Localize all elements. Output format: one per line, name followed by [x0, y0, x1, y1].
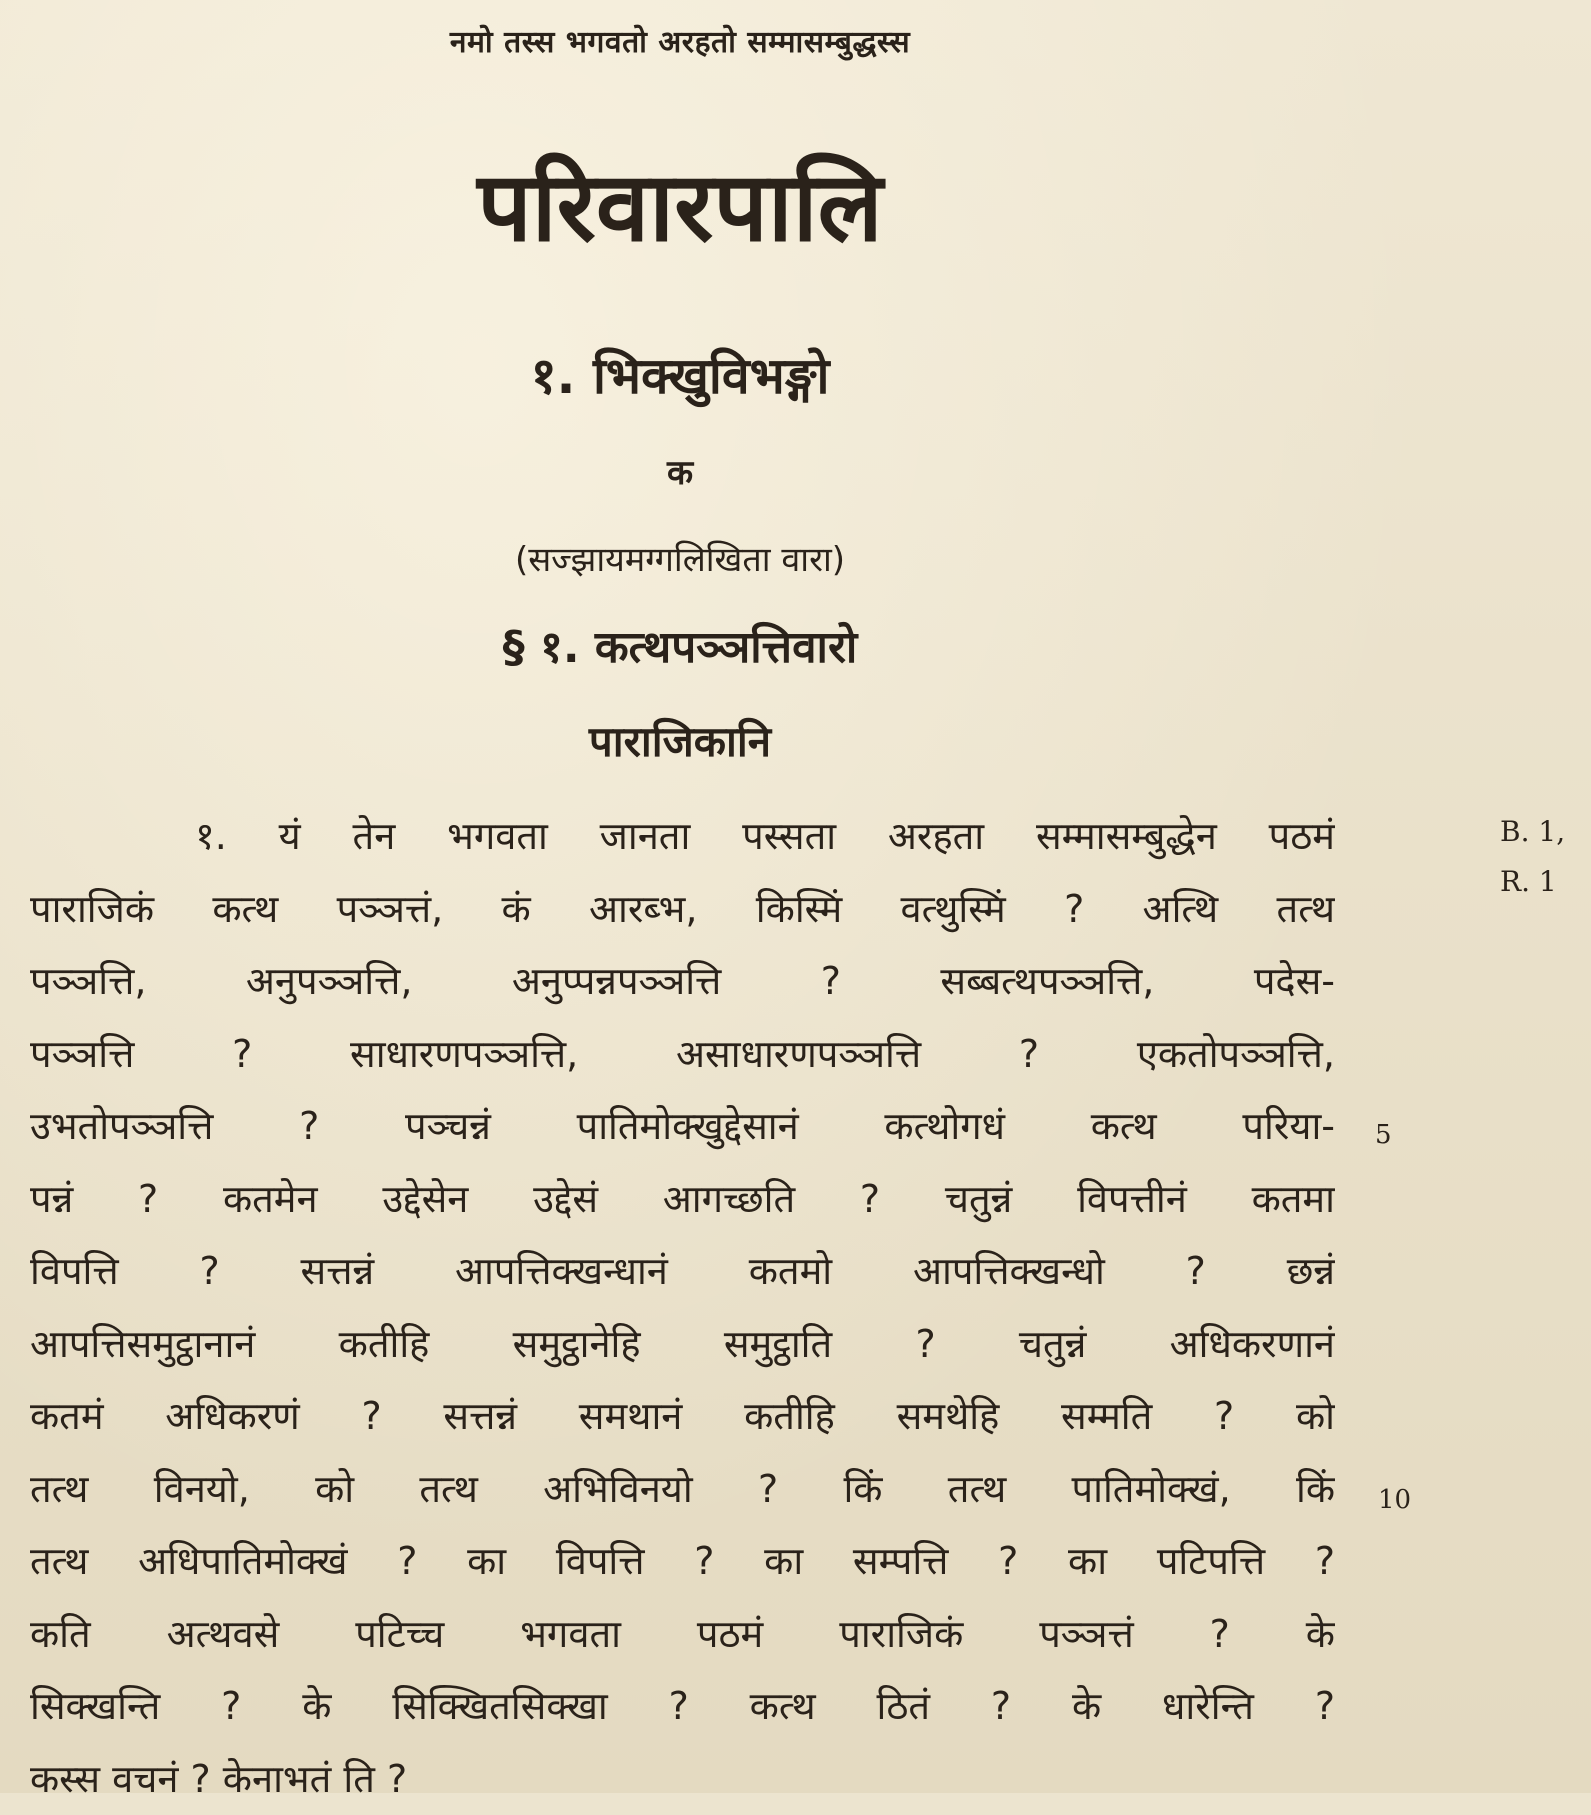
text-line: पञ्ञत्ति, अनुपञ्ञत्ति, अनुप्पन्नपञ्ञत्ति ? सब्बत्थपञ्ञत्ति, पदेस-	[30, 945, 1335, 1018]
text-line: विपत्ति ? सत्तन्नं आपत्तिक्खन्धानं कतमो आपत्तिक्खन्धो ? छन्नं	[30, 1235, 1335, 1308]
margin-reference-r: R. 1	[1500, 865, 1557, 898]
text-line: कति अत्थवसे पटिच्च भगवता पठमं पाराजिकं पञ्ञत्तं ? के	[30, 1598, 1335, 1671]
text-line: पन्नं ? कतमेन उद्देसेन उद्देसं आगच्छति ? चतुन्नं विपत्तीनं कतमा	[30, 1163, 1335, 1236]
paragraph-body	[30, 800, 1335, 1815]
text-line: १. यं तेन भगवता जानता पस्सता अरहता सम्मासम्बुद्धेन पठमं	[30, 800, 1335, 873]
chapter-title: १. भिक्खुविभङ्गो	[380, 340, 980, 408]
line-number-10: 10	[1378, 1485, 1411, 1515]
section-heading: § १. कत्थपञ्ञत्तिवारो	[380, 615, 980, 675]
invocation-line: नमो तस्स भगवतो अरहतो सम्मासम्बुद्धस्स	[380, 20, 980, 61]
text-line: तत्थ विनयो, को तत्थ अभिविनयो ? किं तत्थ पातिमोक्खं, किं	[30, 1453, 1335, 1526]
line-number-5: 5	[1375, 1120, 1392, 1150]
text-line: उभतोपञ्ञत्ति ? पञ्चन्नं पातिमोक्खुद्देसानं कत्थोगधं कत्थ परिया-	[30, 1090, 1335, 1163]
margin-reference-b: B. 1,	[1500, 815, 1565, 848]
subsection-heading: पाराजिकानि	[430, 712, 930, 769]
book-title: परिवारपालि	[380, 150, 980, 265]
text-line: पाराजिकं कत्थ पञ्ञत्तं, कं आरब्भ, किस्मिं वत्थुस्मिं ? अत्थि तत्थ	[30, 873, 1335, 946]
text-line: पञ्ञत्ति ? साधारणपञ्ञत्ति, असाधारणपञ्ञत्ति ? एकतोपञ्ञत्ति,	[30, 1018, 1335, 1091]
text-line: तत्थ अधिपातिमोक्खं ? का विपत्ति ? का सम्पत्ति ? का पटिपत्ति ?	[30, 1525, 1335, 1598]
section-letter: क	[580, 448, 780, 494]
text-line: सिक्खन्ति ? के सिक्खितसिक्खा ? कत्थ ठितं ? के धारेन्ति ?	[30, 1670, 1335, 1743]
section-subtitle: (सज्झायमग्गलिखिता वारा)	[380, 535, 980, 581]
text-line: कतमं अधिकरणं ? सत्तन्नं समथानं कतीहि समथेहि सम्मति ? को	[30, 1380, 1335, 1453]
text-line: कस्स वचनं ? केनाभतं ति ?	[30, 1743, 1335, 1815]
text-line: आपत्तिसमुट्ठानानं कतीहि समुट्ठानेहि समुट्ठाति ? चतुन्नं अधिकरणानं	[30, 1308, 1335, 1381]
